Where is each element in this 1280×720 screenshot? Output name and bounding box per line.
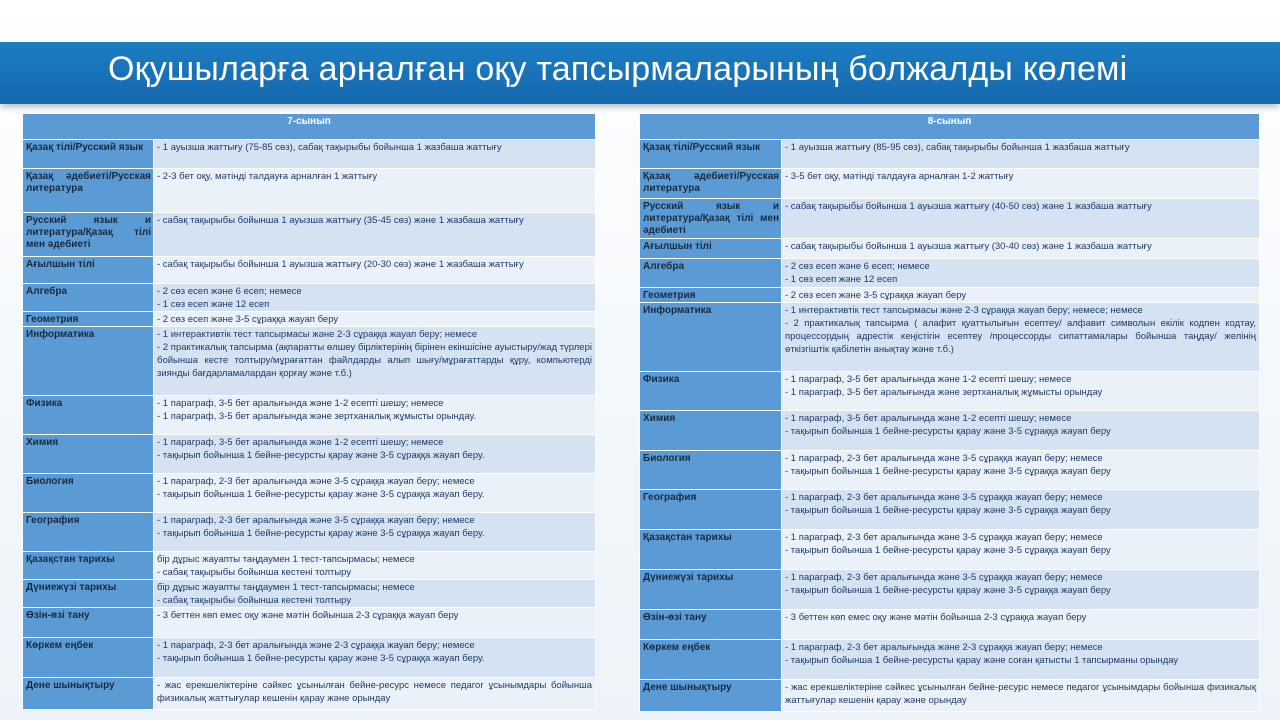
description-line: - тақырып бойынша 1 бейне-ресурсты қарау және 3-5 сұраққа жауап беру <box>785 545 1111 556</box>
description-cell <box>154 435 596 474</box>
description-line: - 1 параграф, 2-3 бет аралығында және 3-5 сұраққа жауап беру; немесе <box>785 492 1103 503</box>
table-row <box>23 474 596 513</box>
description-cell <box>154 474 596 513</box>
description-line: - 1 сөз есеп және 12 есеп <box>157 299 270 310</box>
description-line: - 1 параграф, 3-5 бет аралығында және 1-2 есепті шешу; немесе <box>785 374 1072 385</box>
description-line: - тақырып бойынша 1 бейне-ресурсты қарау және 3-5 сұраққа жауап беру <box>785 466 1111 477</box>
table-row <box>640 140 1260 169</box>
description-line: - 1 сөз есеп және 12 есеп <box>785 274 898 285</box>
table-row <box>640 640 1260 680</box>
table-row <box>23 140 596 169</box>
description-cell <box>782 199 1260 239</box>
description-cell <box>782 640 1260 680</box>
description-line: - тақырып бойынша 1 бейне-ресурсты қарау және 3-5 сұраққа жауап беру. <box>157 489 485 500</box>
description-cell <box>782 259 1260 288</box>
subject-cell: Информатика <box>640 303 782 372</box>
table-row <box>640 199 1260 239</box>
table-row <box>23 284 596 312</box>
subject-cell: Биология <box>640 451 782 490</box>
description-cell <box>154 513 596 552</box>
subject-cell: Химия <box>640 411 782 451</box>
description-line: бір дұрыс жауапты таңдаумен 1 тест-тапсырмасы; немесе <box>157 554 415 565</box>
subject-cell: География <box>23 513 154 552</box>
description-cell <box>154 638 596 678</box>
table-row <box>640 239 1260 259</box>
description-line: - тақырып бойынша 1 бейне-ресурсты қарау және 3-5 сұраққа жауап беру <box>785 426 1111 437</box>
table-row <box>23 257 596 284</box>
description-line: - 2-3 бет оқу, мәтінді талдауға арналған 1 жаттығу <box>157 171 378 182</box>
description-cell <box>154 327 596 396</box>
subject-cell: Қазақстан тарихы <box>23 552 154 580</box>
table-row <box>640 530 1260 570</box>
grade-7-table <box>22 113 596 710</box>
subject-cell: Химия <box>23 435 154 474</box>
subject-cell: Дене шынықтыру <box>640 680 782 712</box>
description-cell <box>782 570 1260 610</box>
subject-cell: География <box>640 490 782 530</box>
description-line: - тақырып бойынша 1 бейне-ресурсты қарау және 3-5 сұраққа жауап беру <box>785 505 1111 516</box>
subject-cell: Геометрия <box>640 288 782 303</box>
description-cell <box>782 490 1260 530</box>
grade-8-header: 8-сынып <box>640 114 1260 140</box>
description-cell <box>782 451 1260 490</box>
table-row <box>640 411 1260 451</box>
subject-cell: Қазақ әдебиеті/Русская литература <box>23 169 154 213</box>
description-line: - тақырып бойынша 1 бейне-ресурсты қарау және 3-5 сұраққа жауап беру <box>785 585 1111 596</box>
description-cell <box>782 169 1260 199</box>
subject-cell: Алгебра <box>640 259 782 288</box>
description-line: - сабақ тақырыбы бойынша кестені толтыру <box>157 567 352 578</box>
description-cell <box>782 288 1260 303</box>
table-row <box>23 396 596 435</box>
description-cell <box>154 396 596 435</box>
table-row <box>23 327 596 396</box>
description-line: - 1 параграф, 2-3 бет аралығында және 2-3 сұраққа жауап беру; немесе <box>785 642 1103 653</box>
description-line: - 1 ауызша жаттығу (85-95 сөз), сабақ тақырыбы бойынша 1 жазбаша жаттығу <box>785 142 1130 153</box>
description-cell <box>154 169 596 213</box>
subject-cell: Өзін-өзі тану <box>640 610 782 640</box>
description-cell <box>154 140 596 169</box>
subject-cell: Өзін-өзі тану <box>23 608 154 638</box>
table-row <box>23 638 596 678</box>
description-cell <box>782 680 1260 712</box>
table-row <box>23 552 596 580</box>
table-row <box>640 288 1260 303</box>
table-row <box>640 169 1260 199</box>
subject-cell: Қазақ әдебиеті/Русская литература <box>640 169 782 199</box>
subject-cell: Қазақстан тарихы <box>640 530 782 570</box>
table-row <box>640 303 1260 372</box>
table-row <box>640 610 1260 640</box>
description-line: - сабақ тақырыбы бойынша 1 ауызша жаттығу (20-30 сөз) және 1 жазбаша жаттығу <box>157 259 524 270</box>
subject-cell: Алгебра <box>23 284 154 312</box>
subject-cell: Қазақ тілі/Русский язык <box>640 140 782 169</box>
description-line: - 1 параграф, 3-5 бет аралығында және 1-2 есепті шешу; немесе <box>157 437 444 448</box>
description-line: - 1 ауызша жаттығу (75-85 сөз), сабақ тақырыбы бойынша 1 жазбаша жаттығу <box>157 142 502 153</box>
subject-cell: Көркем еңбек <box>640 640 782 680</box>
table-row <box>640 570 1260 610</box>
description-cell <box>154 284 596 312</box>
description-line: - жас ерекшеліктеріне сәйкес ұсынылған бейне-ресурс немесе педагог ұсынымдары бойынша физикалық жаттығулар кешенін қарау және орындау <box>785 682 1256 706</box>
description-cell <box>154 257 596 284</box>
table-row <box>23 435 596 474</box>
table-row <box>23 213 596 257</box>
subject-cell: Дүниежүзі тарихы <box>23 580 154 608</box>
description-line: - 1 интерактивтік тест тапсырмасы және 2-3 сұраққа жауап беру; немесе; немесе <box>785 305 1143 316</box>
description-line: - жас ерекшеліктеріне сәйкес ұсынылған бейне-ресурс немесе педагог ұсынымдары бойынша физикалық жаттығулар кешенін қарау және орындау <box>157 680 592 704</box>
description-cell <box>154 552 596 580</box>
description-line: - 1 параграф, 2-3 бет аралығында және 3-5 сұраққа жауап беру; немесе <box>157 515 475 526</box>
description-cell <box>154 608 596 638</box>
subject-cell: Информатика <box>23 327 154 396</box>
table-row <box>640 372 1260 411</box>
description-line: бір дұрыс жауапты таңдаумен 1 тест-тапсырмасы; немесе <box>157 582 415 593</box>
description-line: - 2 сөз есеп және 6 есеп; немесе <box>157 286 302 297</box>
description-line: - 1 параграф, 3-5 бет аралығында және 1-2 есепті шешу; немесе <box>157 398 444 409</box>
description-cell <box>154 213 596 257</box>
table-row <box>23 608 596 638</box>
description-line: - 1 параграф, 3-5 бет аралығында және зертханалық жұмысты орындау. <box>157 411 476 422</box>
description-cell <box>782 372 1260 411</box>
description-line: - 1 параграф, 2-3 бет аралығында және 3-5 сұраққа жауап беру; немесе <box>785 532 1103 543</box>
description-cell <box>782 239 1260 259</box>
description-line: - 1 интерактивтік тест тапсырмасы және 2-3 сұраққа жауап беру; немесе <box>157 329 478 340</box>
description-line: - 3-5 бет оқу, мәтінді талдауға арналған 1-2 жаттығу <box>785 171 1014 182</box>
table-row <box>640 451 1260 490</box>
description-line: - 2 практикалық тапсырма (ақпаратты өлшеу бірліктерінің бірінен екіншісіне ауыстыру/жад түрлері бойынша кесте толтыру/мұрағаттан файлдарды алып шығу/мұрағаттарды құру, компьютерді зиянды бағдарламалардан қорғау және т.б.) <box>157 342 592 379</box>
description-cell <box>154 678 596 710</box>
subject-cell: Қазақ тілі/Русский язык <box>23 140 154 169</box>
description-cell <box>782 610 1260 640</box>
subject-cell: Дүниежүзі тарихы <box>640 570 782 610</box>
description-line: - сабақ тақырыбы бойынша 1 ауызша жаттығу (35-45 сөз) және 1 жазбаша жаттығу <box>157 215 524 226</box>
description-line: - 2 практикалық тапсырма ( алафит қуаттылығын есептеу/ алфавит символын екілік кодпен кодтау, процессордың адрестік кеңістігін есептеу /процессорды сипаттамалары бойынша таңдау/ желінің өткізгіштік қабілетін анықтау және т.б.) <box>785 318 1256 355</box>
description-line: - 1 параграф, 2-3 бет аралығында және 2-3 сұраққа жауап беру; немесе <box>157 640 475 651</box>
subject-cell: Ағылшын тілі <box>640 239 782 259</box>
description-line: - 1 параграф, 3-5 бет аралығында және 1-2 есепті шешу; немесе <box>785 413 1072 424</box>
table-row <box>23 312 596 327</box>
description-line: - сабақ тақырыбы бойынша 1 ауызша жаттығу (40-50 сөз) және 1 жазбаша жаттығу <box>785 201 1152 212</box>
page-title: Оқушыларға арналған оқу тапсырмаларының болжалды көлемі <box>108 50 1128 88</box>
subject-cell: Ағылшын тілі <box>23 257 154 284</box>
subject-cell: Көркем еңбек <box>23 638 154 678</box>
subject-cell: Биология <box>23 474 154 513</box>
table-row <box>23 169 596 213</box>
table-row <box>23 678 596 710</box>
subject-cell: Геометрия <box>23 312 154 327</box>
description-cell <box>154 312 596 327</box>
table-row <box>640 490 1260 530</box>
description-line: - 1 параграф, 3-5 бет аралығында және зертханалық жұмысты орындау <box>785 387 1103 398</box>
description-line: - 1 параграф, 2-3 бет аралығында және 3-5 сұраққа жауап беру; немесе <box>785 453 1103 464</box>
description-cell <box>782 140 1260 169</box>
grade-8-table <box>639 113 1260 712</box>
table-row <box>640 259 1260 288</box>
description-cell <box>782 411 1260 451</box>
table-row <box>23 580 596 608</box>
description-line: - 1 параграф, 2-3 бет аралығында және 3-5 сұраққа жауап беру; немесе <box>785 572 1103 583</box>
description-line: - 2 сөз есеп және 6 есеп; немесе <box>785 261 930 272</box>
description-line: - сабақ тақырыбы бойынша кестені толтыру <box>157 595 352 606</box>
subject-cell: Физика <box>23 396 154 435</box>
description-cell <box>782 303 1260 372</box>
table-row <box>23 513 596 552</box>
subject-cell: Дене шынықтыру <box>23 678 154 710</box>
description-line: - тақырып бойынша 1 бейне-ресурсты қарау және 3-5 сұраққа жауап беру. <box>157 653 485 664</box>
subject-cell: Русский язык и литература/Қазақ тілі мен әдебиеті <box>23 213 154 257</box>
table-row <box>640 680 1260 712</box>
description-line: - 2 сөз есеп және 3-5 сұраққа жауап беру <box>785 290 967 301</box>
description-line: - 1 параграф, 2-3 бет аралығында және 3-5 сұраққа жауап беру; немесе <box>157 476 475 487</box>
description-line: - 2 сөз есеп және 3-5 сұраққа жауап беру <box>157 314 339 325</box>
description-line: - тақырып бойынша 1 бейне-ресурсты қарау және соған қатысты 1 тапсырманы орындау <box>785 655 1179 666</box>
subject-cell: Физика <box>640 372 782 411</box>
description-cell <box>782 530 1260 570</box>
description-line: - сабақ тақырыбы бойынша 1 ауызша жаттығу (30-40 сөз) және 1 жазбаша жаттығу <box>785 241 1152 252</box>
description-cell <box>154 580 596 608</box>
description-line: - тақырып бойынша 1 бейне-ресурсты қарау және 3-5 сұраққа жауап беру. <box>157 450 485 461</box>
description-line: - 3 беттен көп емес оқу және мәтін бойынша 2-3 сұраққа жауап беру <box>785 612 1087 623</box>
grade-7-header: 7-сынып <box>23 114 596 140</box>
description-line: - 3 беттен көп емес оқу және мәтін бойынша 2-3 сұраққа жауап беру <box>157 610 459 621</box>
description-line: - тақырып бойынша 1 бейне-ресурсты қарау және 3-5 сұраққа жауап беру. <box>157 528 485 539</box>
subject-cell: Русский язык и литература/Қазақ тілі мен әдебиеті <box>640 199 782 239</box>
